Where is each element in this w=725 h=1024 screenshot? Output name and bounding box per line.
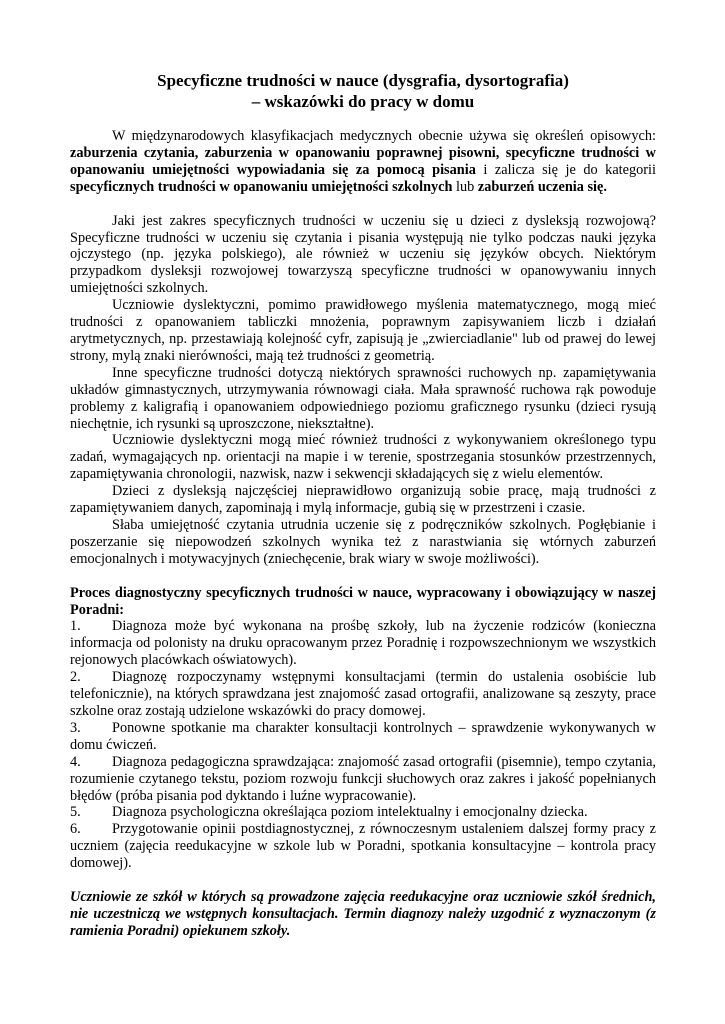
intro-bold-1: zaburzenia czytania, zaburzenia w opanowaniu poprawnej pisowni, specyficzne trudności w opanowaniu umiejętności wypowiadania się za pomocą pisania	[70, 144, 656, 178]
intro-bold-3: zaburzeń uczenia się.	[477, 178, 607, 195]
title-line-2: – wskazówki do pracy w domu	[251, 92, 475, 111]
paragraph-math: Uczniowie dyslektyczni, pomimo prawidłowego myślenia matematycznego, mogą mieć trudności z opanowaniem tabliczki mnożenia, poprawnym zapisywaniem liczb i działań arytmetycznych, np. przestawiają kolejność cyfr, zapisują je „zwierciadlanie" lub od prawej do lewej strony, mylą znaki nierówności, mają też trudności z geometrią.	[70, 297, 656, 364]
paragraph-reading: Słaba umiejętność czytania utrudnia uczenie się z podręczników szkolnych. Pogłębianie i poszerzanie się niepowodzeń szkolnych wynika też z narastwiania się wtórnych zaburzeń emocjonalnych i motywacyjnych (zniechęcenie, brak wiary w swoje możliwości).	[70, 516, 656, 567]
list-item: 6. Przygotowanie opinii postdiagnostycznej, z równoczesnym ustaleniem dalszej formy pracy z uczniem (zajęcia reedukacyjne w szkole lub w Poradni, spotkania konsultacyjne – kontrola pracy domowej).	[70, 821, 656, 872]
intro-text-1: W międzynarodowych klasyfikacjach medycznych obecnie używa się określeń opisowych:	[112, 128, 656, 144]
list-item: 3. Ponowne spotkanie ma charakter konsultacji kontrolnych – sprawdzenie wykonywanych w domu ćwiczeń.	[70, 719, 656, 753]
intro-bold-2: specyficznych trudności w opanowaniu umiejętności szkolnych	[70, 178, 453, 195]
document-title	[70, 70, 656, 112]
paragraph-organization: Dzieci z dysleksją najczęściej nieprawidłowo organizują sobie pracę, mają trudności z zapamiętywaniem danych, zapominają i mylą informacje, gubią się w przestrzeni i czasie.	[70, 483, 656, 517]
list-item: 4. Diagnoza pedagogiczna sprawdzająca: znajomość zasad ortografii (pisemnie), tempo czytania, rozumienie czytanego tekstu, poziom rozwoju funkcji słuchowych oraz zakres i jakość popełnianych błędów (próba pisania pod dyktando i luźne wypracowanie).	[70, 753, 656, 804]
intro-text-2: i zalicza się je do kategorii	[475, 161, 656, 178]
paragraph-orientation: Uczniowie dyslektyczni mogą mieć również trudności z wykonywaniem określonego typu zadań, wymagających np. orientacji na mapie i w terenie, spostrzegania stosunków przestrzennych, zapamiętywania chronologii, nazwisk, nazw i sekwencji składających się z wielu elementów.	[70, 432, 656, 483]
final-note: Uczniowie ze szkół w których są prowadzone zajęcia reedukacyjne oraz uczniowie szkół średnich, nie uczestniczą we wstępnych konsultacjach. Termin diagnozy należy uzgodnić z wyznaczonym (z ramienia Poradni) opiekunem szkoły.	[70, 889, 656, 939]
list-item: 1. Diagnoza może być wykonana na prośbę szkoły, lub na życzenie rodziców (konieczna informacja od polonisty na druku opracowanym przez Poradnię i rozpowszechnionym we wszystkich rejonowych placówkach oświatowych).	[70, 618, 656, 669]
title-line-1: Specyficzne trudności w nauce (dysgrafia, dysortografia)	[157, 71, 569, 90]
process-list	[70, 618, 656, 872]
intro-text-3: lub	[452, 178, 478, 195]
paragraph-motor: Inne specyficzne trudności dotyczą niektórych sprawności ruchowych np. zapamiętywania układów gimnastycznych, utrzymywania równowagi ciała. Mała sprawność ruchowa rąk powoduje problemy z kaligrafią i opanowaniem odpowiedniego poziomu graficznego rysunku (dzieci rysują niechętnie, ich rysunki są uproszczone, niekształtne).	[70, 364, 656, 432]
intro-paragraph	[70, 128, 656, 196]
list-item: 5. Diagnoza psychologiczna określająca poziom intelektualny i emocjonalny dziecka.	[70, 804, 588, 821]
process-heading: Proces diagnostyczny specyficznych trudności w nauce, wypracowany i obowiązujący w naszej Poradni:	[70, 584, 656, 618]
paragraph-scope: Jaki jest zakres specyficznych trudności w uczeniu się u dzieci z dysleksją rozwojową? Specyficzne trudności w uczeniu się czytania i pisania występują nie tylko podczas nauki języka ojczystego (np. języka polskiego), ale również w uczeniu się języków obcych. Niektórym przypadkom dysleksji rozwojowej towarzyszą specyficzne trudności w opanowywaniu innych umiejętności szkolnych.	[70, 212, 656, 297]
document-page	[70, 70, 656, 940]
list-item: 2. Diagnozę rozpoczynamy wstępnymi konsultacjami (termin do ustalenia osobiście lub telefonicznie), na których sprawdzana jest znajomość zasad ortografii, analizowane są zeszyty, prace szkolne oraz zostają udzielone wskazówki do pracy domowej.	[70, 669, 656, 719]
